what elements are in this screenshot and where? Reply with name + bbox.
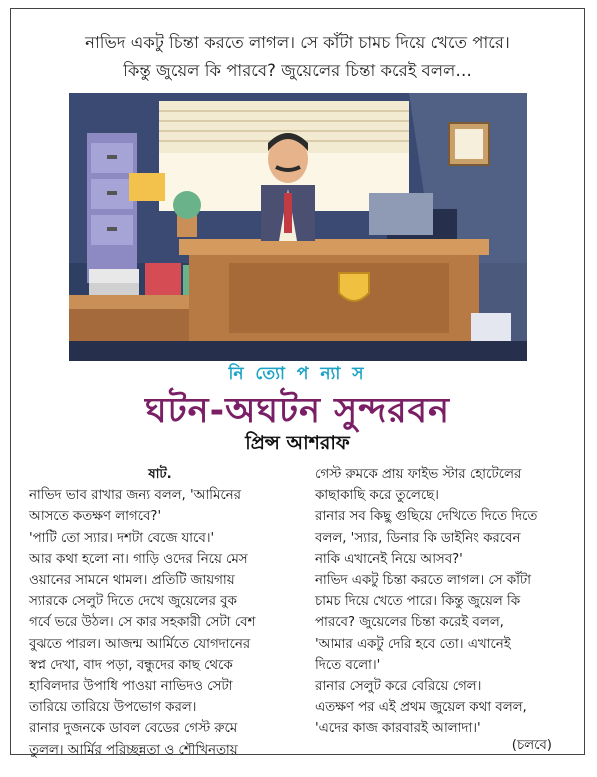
left-line: হাবিলদার উপাধি পাওয়া নাভিদও সেটা bbox=[29, 679, 233, 695]
left-line: নাভিদ ভাব রাখার জন্য বলল, 'আমিনের bbox=[29, 488, 241, 504]
left-line: 'পাটি তো স্যার। দশটা বেজে যাবে।' bbox=[29, 530, 215, 546]
left-line: রানার দুজনকে ডাবল বেডের গেস্ট রুমে bbox=[29, 721, 238, 737]
right-column bbox=[315, 464, 577, 740]
left-line: তুলল। আর্মির পরিচ্ছন্নতা ও শৌখিনতায় bbox=[29, 742, 238, 758]
right-line: দিতে বলো।' bbox=[315, 657, 381, 673]
article-title: ঘটন-অঘটন সুন্দরবন bbox=[144, 391, 450, 431]
right-line: নাভিদ একটু চিন্তা করতে লাগল। সে কাঁটা bbox=[315, 573, 532, 589]
office-illustration bbox=[69, 93, 527, 361]
right-line: চামচ দিয়ে খেতে পারে। কিন্তু জুয়েল কি bbox=[315, 594, 521, 610]
article-frame bbox=[10, 8, 585, 758]
header-quote-line-2: কিন্তু জুয়েল কি পারবে? জুয়েলের চিন্তা করেই বলল… bbox=[123, 61, 472, 80]
left-line: তারিয়ে তারিয়ে উপভোগ করল। bbox=[29, 700, 197, 716]
left-column bbox=[29, 464, 291, 761]
header-quote-line-1: নাভিদ একটু চিন্তা করতে লাগল। সে কাঁটা চামচ দিয়ে খেতে পারে। bbox=[85, 33, 510, 52]
right-line: রানার সেলুট করে বেরিয়ে গেল। bbox=[315, 679, 482, 695]
right-line: বলল, 'স্যার, ডিনার কি ডাইনিং করবেন bbox=[315, 530, 521, 546]
left-line: বুঝতে পারল। আজন্ম আর্মিতে যোগদানের bbox=[29, 636, 251, 652]
right-line: এতক্ষণ পর এই প্রথম জুয়েল কথা বলল, bbox=[315, 700, 527, 716]
right-line: রানার সব কিছু গুছিয়ে দেখিতে দিতে দিতে bbox=[315, 509, 538, 525]
right-line: গেস্ট রুমকে প্রায় ফাইভ স্টার হোটেলের bbox=[315, 467, 522, 482]
chapter-number: ষাট. bbox=[148, 467, 172, 482]
right-line: পারবে? জুয়েলের চিন্তা করেই বলল, bbox=[315, 615, 504, 631]
author-name: প্রিন্স আশরাফ bbox=[245, 432, 350, 454]
right-line: নাকি এখানেই নিয়ে আসব?' bbox=[315, 551, 463, 567]
left-line: আর কথা হলো না। গাড়ি ওদের নিয়ে মেস bbox=[29, 551, 248, 567]
left-line: গর্বে ভরে উঠল। সে কার সহকারী সেটা বেশ bbox=[29, 615, 256, 631]
left-line: স্বপ্ন দেখা, বাদ পড়া, বন্ধুদের কাছ থেকে bbox=[29, 657, 233, 673]
series-label: নি ত্যো প ন্যা স bbox=[228, 364, 367, 384]
right-line: কাছাকাছি করে তুলেছে। bbox=[315, 488, 439, 504]
right-line: 'এদের কাজ কারবারই আলাদা।' bbox=[315, 721, 481, 737]
right-line: 'আমার একটু দেরি হবে তো। এখানেই bbox=[315, 636, 511, 652]
left-line: আসতে কতক্ষণ লাগবে?' bbox=[29, 509, 162, 525]
left-line: স্যারকে সেলুট দিতে দেখে জুয়েলের বুক bbox=[29, 594, 237, 610]
continued-label: (চলবে) bbox=[511, 738, 552, 753]
header-quote bbox=[11, 29, 584, 85]
left-line: ওয়ানের সামনে থামল। প্রতিটি জায়গায় bbox=[29, 573, 235, 589]
